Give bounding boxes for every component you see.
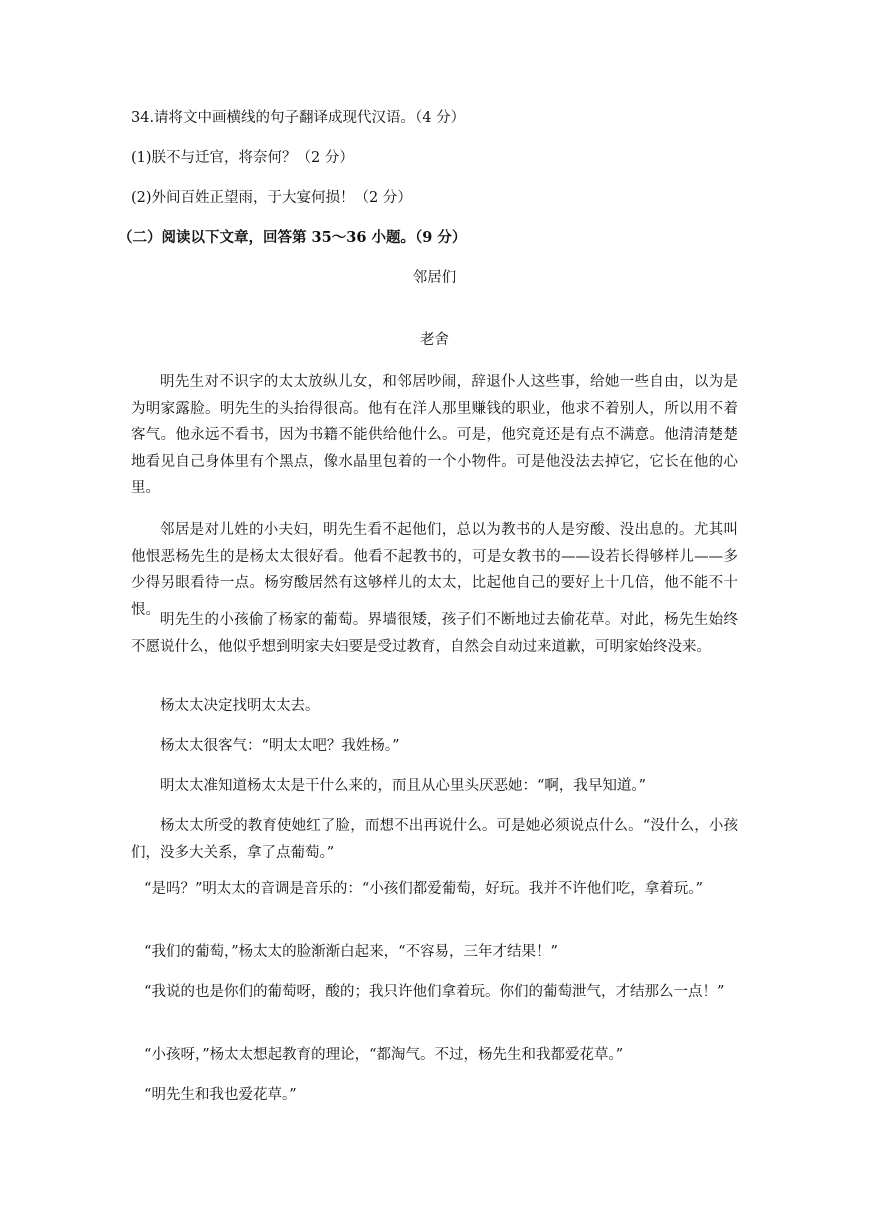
article-title: 邻居们 (412, 270, 457, 286)
paragraph-12: “明先生和我也爱花草。” (144, 1087, 297, 1103)
question-34-1: (1)朕不与迁官，将奈何？（2 分） (131, 150, 354, 166)
paragraph-11: “小孩呀，”杨太太想起教育的理论，“都淘气。不过，杨先生和我都爱花草。” (144, 1047, 624, 1063)
paragraph-1: 明先生对不识字的太太放纵儿女，和邻居吵闹，辞退仆人这些事，给她一些自由，以为是为明家露脸。明先生的头抬得很高。他有在洋人那里赚钱的职业，他求不着别人，所以用不着客气。他永远不看书，因为书籍不能供给他什么。可是，他究竟还是有点不满意。他清清楚楚地看见自己身体里有个黑点，像水晶里包着的一个小物件。可是他没法去掉它，它长在他的心里。 (131, 374, 738, 496)
paragraph-3: 明先生的小孩偷了杨家的葡萄。界墙很矮，孩子们不断地过去偷花草。对此，杨先生始终不愿说什么，他似乎想到明家夫妇要是受过教育，自然会自动过来道歉，可明家始终没来。 (131, 612, 738, 655)
paragraph-4: 杨太太决定找明太太去。 (160, 698, 320, 714)
paragraph-8: “是吗？”明太太的音调是音乐的：“小孩们都爱葡萄，好玩。我并不许他们吃，拿着玩。” (144, 881, 703, 897)
question-34: 34.请将文中画横线的句子翻译成现代汉语。（4 分） (131, 110, 466, 126)
paragraph-6: 明太太准知道杨太太是干什么来的，而且从心里头厌恶她：“啊，我早知道。” (160, 778, 647, 794)
paragraph-5: 杨太太很客气：“明太太吧？我姓杨。” (160, 738, 400, 754)
article-author: 老舍 (420, 332, 449, 348)
section-heading: （二）阅读以下文章，回答第 35～36 小题。（9 分） (118, 229, 467, 246)
paragraph-7: 杨太太所受的教育使她红了脸，而想不出再说什么。可是她必须说点什么。“没什么，小孩们，没多大关系，拿了点葡萄。” (131, 818, 738, 861)
paragraph-9: “我们的葡萄，”杨太太的脸渐渐白起来，“不容易，三年才结果！” (144, 944, 558, 960)
paragraph-2: 邻居是对儿姓的小夫妇，明先生看不起他们，总以为教书的人是穷酸、没出息的。尤其叫他恨恶杨先生的是杨太太很好看。他看不起教书的，可是女教书的——设若长得够样儿——多少得另眼看待一点。杨穷酸居然有这够样儿的太太，比起他自己的要好上十几倍，他不能不十恨。 (131, 522, 738, 618)
paragraph-10: “我说的也是你们的葡萄呀，酸的；我只许他们拿着玩。你们的葡萄泄气，才结那么一点！” (144, 984, 725, 1000)
question-34-2: (2)外间百姓正望雨，于大宴何损！（2 分） (131, 190, 412, 206)
